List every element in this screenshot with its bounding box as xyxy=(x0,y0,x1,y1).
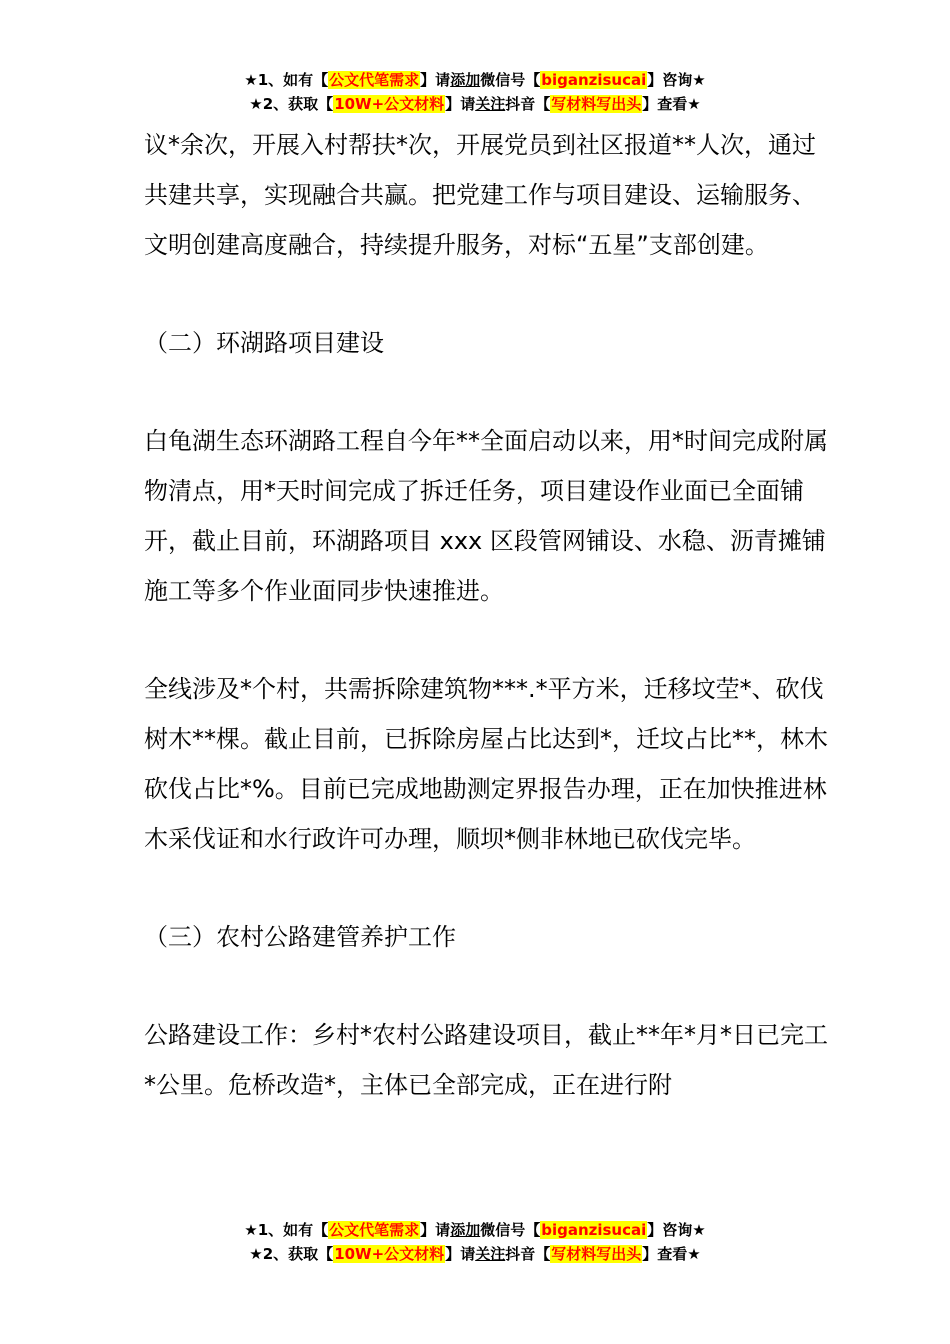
banner-text: ★2、获取【 xyxy=(249,1245,334,1263)
banner-text: ★2、获取【 xyxy=(249,95,334,113)
banner-text: 】请 xyxy=(420,1221,451,1239)
header-banner xyxy=(0,68,950,116)
banner-line-1 xyxy=(0,1218,950,1242)
footer-banner xyxy=(0,1218,950,1266)
banner-highlight: 写材料写出头 xyxy=(551,95,642,113)
banner-underlined: 添加 xyxy=(450,1221,481,1239)
banner-text: 微信号【 xyxy=(480,1221,541,1239)
banner-text: ★1、如有【 xyxy=(244,71,329,89)
section-heading: （三）农村公路建管养护工作 xyxy=(144,923,456,951)
banner-text: 】请 xyxy=(445,95,476,113)
banner-underlined: 添加 xyxy=(450,71,481,89)
paragraph: 白龟湖生态环湖路工程自今年**全面启动以来，用*时间完成附属物清点，用*天时间完成了拆迁任务，项目建设作业面已全面铺开，截止目前，环湖路项目 xxx 区段管网铺设、水稳、沥青摊铺施工等多个作业面同步快速推进。 xyxy=(144,427,828,605)
banner-text: 】查看★ xyxy=(642,1245,701,1263)
banner-text: 】咨询★ xyxy=(647,1221,706,1239)
banner-highlight: 10W+公文材料 xyxy=(334,1245,445,1263)
banner-line-2 xyxy=(0,92,950,116)
banner-text: 】请 xyxy=(420,71,451,89)
banner-highlight: biganzisucai xyxy=(541,71,647,89)
paragraph: 公路建设工作：乡村*农村公路建设项目，截止**年*月*日已完工*公里。危桥改造*，主体已全部完成，正在进行附 xyxy=(144,1021,828,1099)
banner-text: 】查看★ xyxy=(642,95,701,113)
banner-text: 】请 xyxy=(445,1245,476,1263)
paragraph: 全线涉及*个村，共需拆除建筑物***.*平方米，迁移坟茔*、砍伐树木**棵。截止目前，已拆除房屋占比达到*，迁坟占比**，林木砍伐占比*%。目前已完成地勘测定界报告办理，正在加快推进林木采伐证和水行政许可办理，顺坝*侧非林地已砍伐完毕。 xyxy=(144,675,828,853)
banner-line-2 xyxy=(0,1242,950,1266)
banner-underlined: 关注 xyxy=(475,95,506,113)
banner-line-1 xyxy=(0,68,950,92)
document-body xyxy=(144,120,834,1158)
banner-highlight: biganzisucai xyxy=(541,1221,647,1239)
banner-highlight: 10W+公文材料 xyxy=(334,95,445,113)
banner-text: 微信号【 xyxy=(480,71,541,89)
banner-underlined: 关注 xyxy=(475,1245,506,1263)
paragraph: 议*余次，开展入村帮扶*次，开展党员到社区报道**人次，通过共建共享，实现融合共赢。把党建工作与项目建设、运输服务、文明创建高度融合，持续提升服务，对标“五星”支部创建。 xyxy=(144,131,816,259)
banner-highlight: 写材料写出头 xyxy=(551,1245,642,1263)
banner-highlight: 公文代笔需求 xyxy=(329,1221,420,1239)
banner-text: 抖音【 xyxy=(505,95,551,113)
section-heading: （二）环湖路项目建设 xyxy=(144,329,384,357)
banner-highlight: 公文代笔需求 xyxy=(329,71,420,89)
banner-text: 抖音【 xyxy=(505,1245,551,1263)
banner-text: ★1、如有【 xyxy=(244,1221,329,1239)
banner-text: 】咨询★ xyxy=(647,71,706,89)
